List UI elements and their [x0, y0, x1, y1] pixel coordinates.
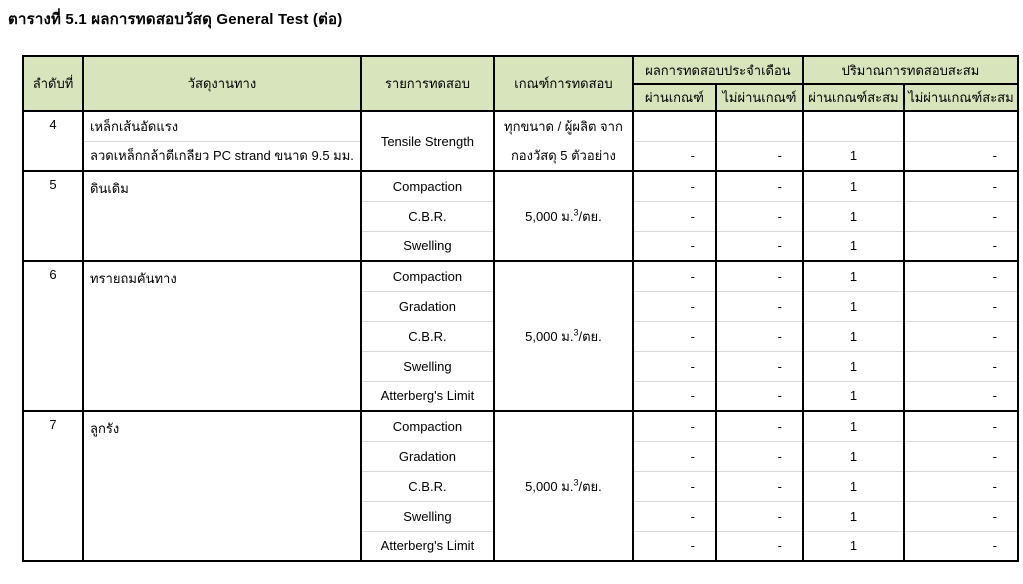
table-row: [23, 261, 1018, 291]
pass-monthly-cell: [633, 111, 716, 141]
fail-cumulative-cell: -: [904, 381, 1018, 411]
fail-cumulative-cell: -: [904, 321, 1018, 351]
pass-monthly-cell: -: [633, 501, 716, 531]
pass-cumulative-cell: 1: [803, 231, 904, 261]
test-name-cell: Atterberg's Limit: [361, 531, 494, 561]
fail-cumulative-cell: -: [904, 231, 1018, 261]
fail-cumulative-cell: -: [904, 531, 1018, 561]
criteria-cell: [494, 171, 633, 261]
header-fail: ไม่ผ่านเกณฑ์: [716, 84, 803, 111]
fail-cumulative-cell: -: [904, 351, 1018, 381]
test-name-cell: C.B.R.: [361, 201, 494, 231]
row-number-cell: 6: [23, 261, 83, 411]
header-criteria: เกณฑ์การทดสอบ: [494, 56, 633, 111]
header-no: ลำดับที่: [23, 56, 83, 111]
test-name-cell: C.B.R.: [361, 471, 494, 501]
header-group-monthly-results: ผลการทดสอบประจำเดือน: [633, 56, 803, 84]
pass-cumulative-cell: 1: [803, 291, 904, 321]
fail-cumulative-cell: [904, 111, 1018, 141]
criteria-cell: [494, 411, 633, 561]
pass-cumulative-cell: 1: [803, 351, 904, 381]
test-name-cell: Tensile Strength: [361, 111, 494, 171]
pass-cumulative-cell: 1: [803, 381, 904, 411]
fail-cumulative-cell: -: [904, 471, 1018, 501]
criteria-line: กองวัสดุ 5 ตัวอย่าง: [510, 148, 616, 163]
fail-monthly-cell: [716, 111, 803, 141]
fail-monthly-cell: -: [716, 501, 803, 531]
fail-monthly-cell: -: [716, 351, 803, 381]
row-number-cell: 5: [23, 171, 83, 261]
test-name-cell: Swelling: [361, 231, 494, 261]
pass-monthly-cell: -: [633, 471, 716, 501]
pass-monthly-cell: -: [633, 231, 716, 261]
fail-cumulative-cell: -: [904, 171, 1018, 201]
test-name-cell: C.B.R.: [361, 321, 494, 351]
criteria-superscript: 3: [573, 327, 579, 338]
pass-monthly-cell: -: [633, 291, 716, 321]
test-name-cell: Compaction: [361, 171, 494, 201]
fail-cumulative-cell: -: [904, 441, 1018, 471]
fail-cumulative-cell: -: [904, 501, 1018, 531]
pass-monthly-cell: -: [633, 381, 716, 411]
fail-monthly-cell: -: [716, 291, 803, 321]
fail-cumulative-cell: -: [904, 411, 1018, 441]
fail-monthly-cell: -: [716, 141, 803, 171]
criteria-superscript: 3: [573, 477, 579, 488]
pass-monthly-cell: -: [633, 411, 716, 441]
fail-cumulative-cell: -: [904, 261, 1018, 291]
pass-monthly-cell: -: [633, 351, 716, 381]
fail-monthly-cell: -: [716, 261, 803, 291]
header-material: วัสดุงานทาง: [83, 56, 361, 111]
test-name-cell: Swelling: [361, 351, 494, 381]
test-name-cell: Gradation: [361, 291, 494, 321]
test-results-table: [22, 55, 1019, 562]
page-title: ตารางที่ 5.1 ผลการทดสอบวัสดุ General Test (ต่อ): [8, 11, 343, 28]
pass-cumulative-cell: 1: [803, 471, 904, 501]
pass-cumulative-cell: 1: [803, 411, 904, 441]
fail-monthly-cell: -: [716, 471, 803, 501]
material-cell: ลูกรัง: [83, 411, 361, 561]
criteria-unit: /ตย.: [578, 328, 602, 344]
header-fail-cumulative: ไม่ผ่านเกณฑ์สะสม: [904, 84, 1018, 111]
material-cell: ทรายถมคันทาง: [83, 261, 361, 411]
criteria-cell: [494, 111, 633, 171]
fail-cumulative-cell: -: [904, 201, 1018, 231]
table-header: [23, 56, 1018, 111]
header-pass-cumulative: ผ่านเกณฑ์สะสม: [803, 84, 904, 111]
material-cell: เหล็กเส้นอัดแรง: [83, 111, 361, 141]
material-cell: ดินเดิม: [83, 171, 361, 261]
fail-monthly-cell: -: [716, 231, 803, 261]
pass-cumulative-cell: 1: [803, 531, 904, 561]
criteria-superscript: 3: [573, 207, 579, 218]
pass-monthly-cell: -: [633, 261, 716, 291]
test-name-cell: Atterberg's Limit: [361, 381, 494, 411]
pass-cumulative-cell: 1: [803, 501, 904, 531]
fail-monthly-cell: -: [716, 381, 803, 411]
fail-cumulative-cell: -: [904, 291, 1018, 321]
header-group-cumulative-quantity: ปริมาณการทดสอบสะสม: [803, 56, 1018, 84]
header-pass: ผ่านเกณฑ์: [633, 84, 716, 111]
test-name-cell: Compaction: [361, 411, 494, 441]
test-name-cell: Gradation: [361, 441, 494, 471]
criteria-unit: /ตย.: [578, 478, 602, 494]
fail-monthly-cell: -: [716, 321, 803, 351]
fail-cumulative-cell: -: [904, 141, 1018, 171]
row-number-cell: 4: [23, 111, 83, 171]
table-row: [23, 411, 1018, 441]
pass-monthly-cell: -: [633, 141, 716, 171]
criteria-text: 5,000 ม.: [525, 478, 574, 494]
pass-monthly-cell: -: [633, 441, 716, 471]
pass-cumulative-cell: 1: [803, 201, 904, 231]
row-number-cell: 7: [23, 411, 83, 561]
pass-cumulative-cell: 1: [803, 321, 904, 351]
pass-cumulative-cell: 1: [803, 171, 904, 201]
criteria-text: 5,000 ม.: [525, 208, 574, 224]
fail-monthly-cell: -: [716, 411, 803, 441]
table-row: [23, 171, 1018, 201]
fail-monthly-cell: -: [716, 441, 803, 471]
pass-monthly-cell: -: [633, 321, 716, 351]
pass-cumulative-cell: 1: [803, 261, 904, 291]
pass-cumulative-cell: [803, 111, 904, 141]
test-name-cell: Compaction: [361, 261, 494, 291]
pass-monthly-cell: -: [633, 531, 716, 561]
pass-monthly-cell: -: [633, 201, 716, 231]
fail-monthly-cell: -: [716, 171, 803, 201]
criteria-unit: /ตย.: [578, 208, 602, 224]
criteria-line: ทุกขนาด / ผู้ผลิต จาก: [504, 119, 623, 134]
pass-cumulative-cell: 1: [803, 441, 904, 471]
header-test-item: รายการทดสอบ: [361, 56, 494, 111]
table-row: [23, 111, 1018, 141]
material-cell: ลวดเหล็กกล้าตีเกลียว PC strand ขนาด 9.5 มม.: [83, 141, 361, 171]
criteria-text: 5,000 ม.: [525, 328, 574, 344]
pass-cumulative-cell: 1: [803, 141, 904, 171]
fail-monthly-cell: -: [716, 531, 803, 561]
test-name-cell: Swelling: [361, 501, 494, 531]
fail-monthly-cell: -: [716, 201, 803, 231]
criteria-cell: [494, 261, 633, 411]
pass-monthly-cell: -: [633, 171, 716, 201]
